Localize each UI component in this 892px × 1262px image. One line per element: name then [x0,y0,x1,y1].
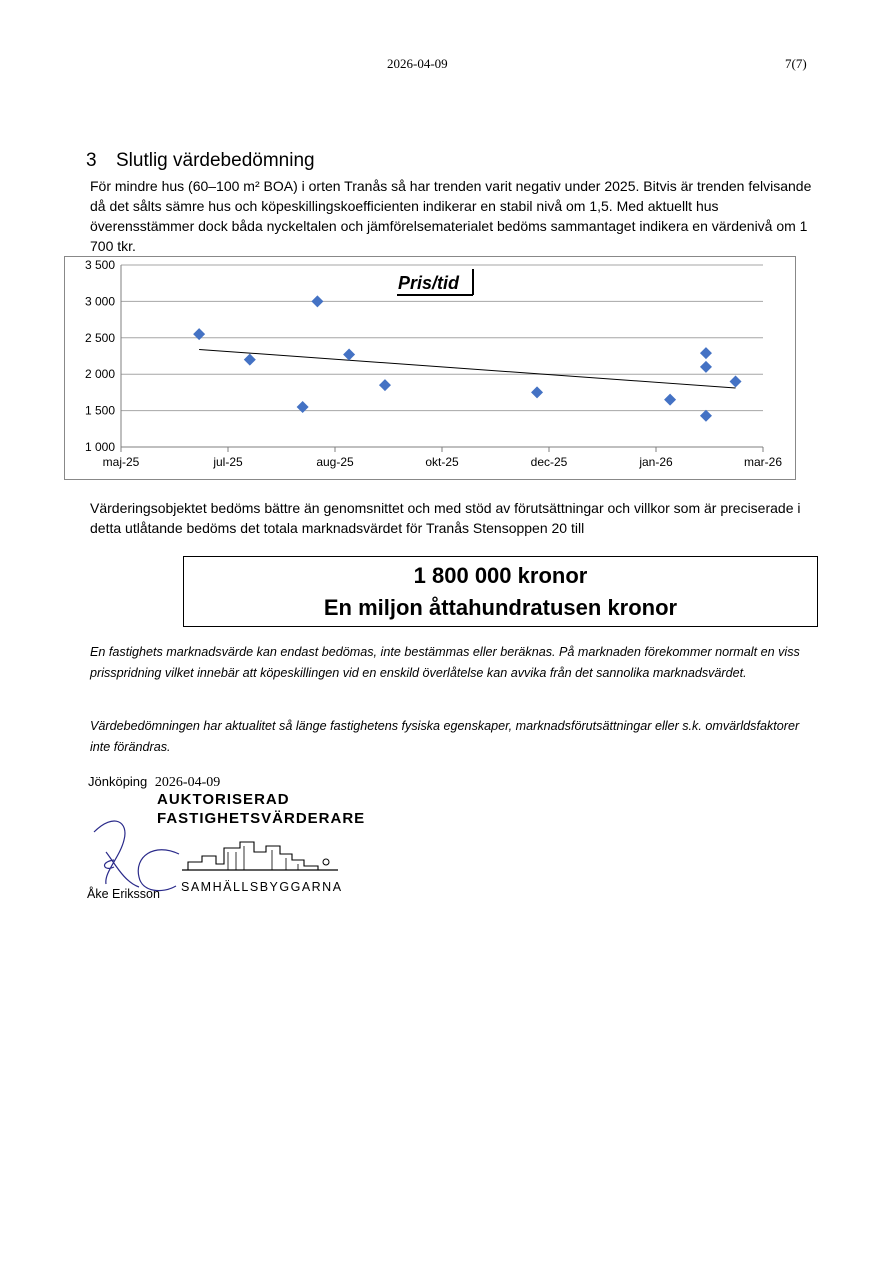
price-time-chart [64,256,796,480]
data-point [297,401,309,413]
data-point [193,328,205,340]
y-tick-label: 1 500 [84,403,115,418]
data-point [311,295,323,307]
section-heading [86,150,315,172]
market-value-box [183,556,818,627]
data-point [531,386,543,398]
data-point [664,394,676,406]
y-tick-label: 2 500 [84,330,115,345]
x-tick-label: jan-26 [639,455,673,469]
x-tick-label: dec-25 [530,455,568,469]
market-value-amount: 1 800 000 kronor [413,563,588,588]
y-tick-label: 2 000 [84,367,115,382]
x-tick-label: mar-26 [743,455,783,469]
section-paragraph: För mindre hus (60–100 m² BOA) i orten Tranås så har trenden varit negativ under 2025. Bitvis är trenden felvisande då det sålts sämre hus och köpeskillingskoefficienten indikerar en stabil nivå om 1,5. Med aktuellt hus överensstämmer dock båda nyckeltalen och jämförelsematerialet bedöms sammantaget indikera en värdenivå om 1 700 tkr. [90,178,812,254]
stamp-title-line2: FASTIGHETSVÄRDERARE [157,810,366,827]
y-tick-label: 3 000 [84,294,115,309]
x-tick-label: aug-25 [316,455,354,469]
data-point [700,410,712,422]
section-title: Slutlig värdebedömning [116,150,315,171]
stamp-title-line1: AUKTORISERAD [157,791,290,808]
header-date: 2026-04-09 [387,56,448,71]
data-point [343,349,355,361]
chart-svg [65,257,795,479]
signature-place-date [88,774,220,791]
data-point [244,354,256,366]
y-tick-label: 3 500 [84,258,115,272]
x-tick-label: maj-25 [102,455,140,469]
signer-name: Åke Eriksson [87,887,160,901]
data-point [379,379,391,391]
skyline-logo-icon [180,838,340,878]
data-point [700,347,712,359]
x-tick-label: okt-25 [425,455,459,469]
organization-name: SAMHÄLLSBYGGARNA [181,880,343,894]
section-number: 3 [86,150,97,171]
x-tick-label: jul-25 [213,455,243,469]
y-tick-label: 1 000 [84,440,115,454]
conclusion-paragraph: Värderingsobjektet bedöms bättre än genomsnittet och med stöd av förutsättningar och villkor som är preciserade i detta utlåtande bedöms det totala marknadsvärdet för Tranås Stensoppen 20 till [90,500,801,536]
signature-place: Jönköping [88,774,148,789]
page-number: 7(7) [785,56,807,71]
note-actuality: Värdebedömningen har aktualitet så länge fastighetens fysiska egenskaper, marknadsförutsättningar eller s.k. omvärldsfaktorer inte förändras. [90,719,800,754]
data-point [700,361,712,373]
data-point [730,375,742,387]
trendline [199,349,735,388]
signature-date: 2026-04-09 [154,775,221,790]
market-value-words: En miljon åttahundratusen kronor [323,595,678,620]
chart-title: Pris/tid [398,273,460,293]
note-market-value: En fastighets marknadsvärde kan endast bedömas, inte bestämmas eller beräknas. På marknaden förekommer normalt en viss prisspridning vilket innebär att köpeskillingen vid en enskild överlåtelse kan avvika från det sannolika marknadsvärdet. [90,645,800,680]
